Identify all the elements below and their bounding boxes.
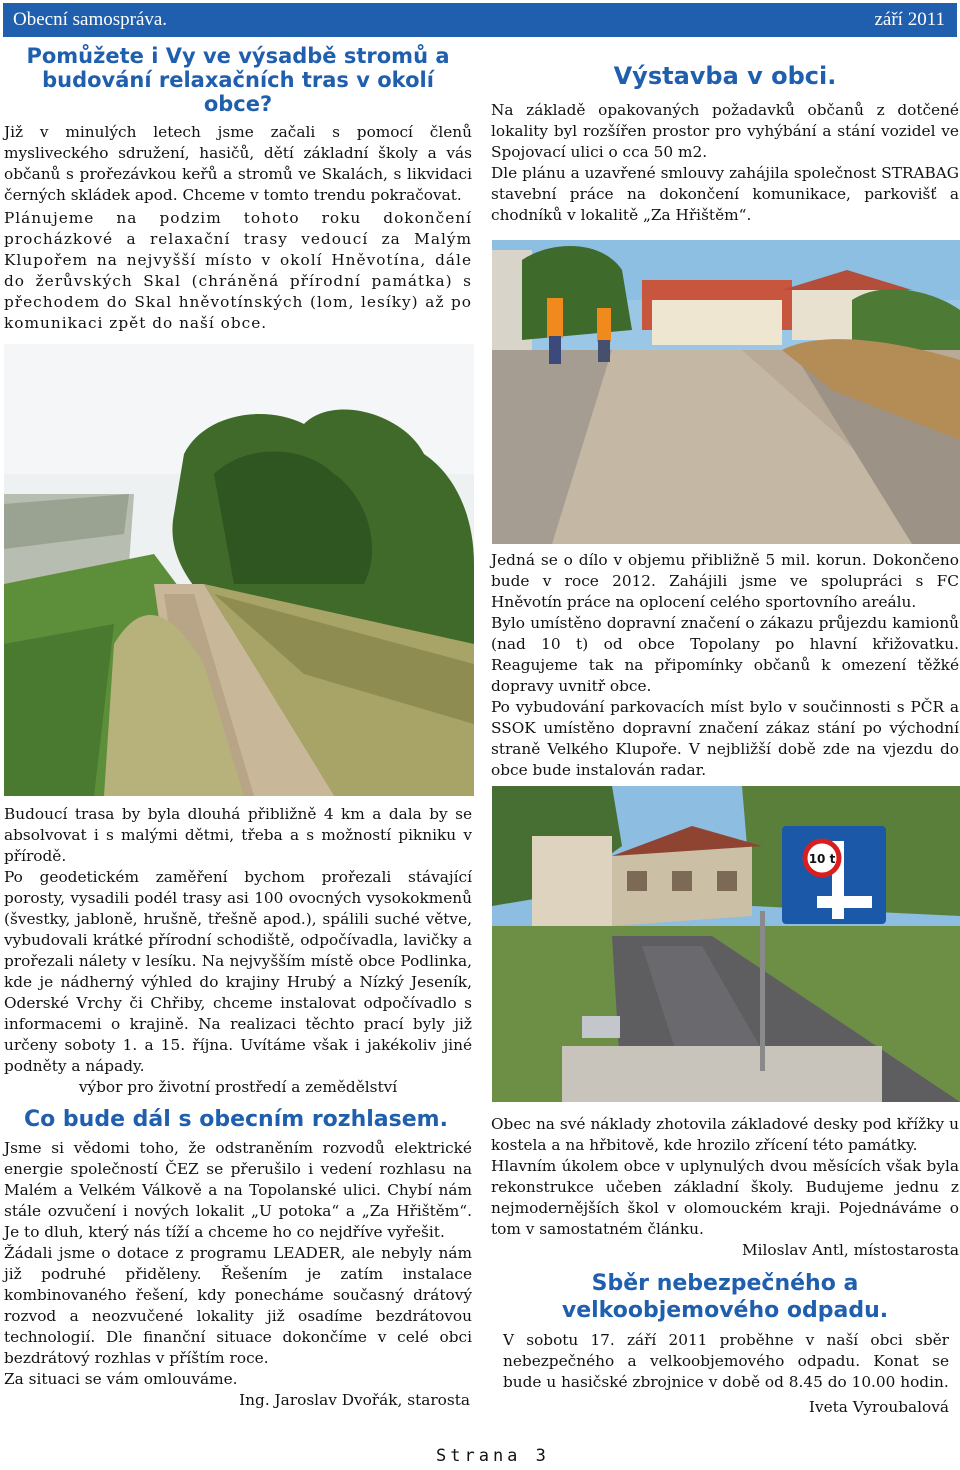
article-title: Výstavba v obci. — [613, 62, 837, 90]
issue-date: září 2011 — [874, 9, 945, 30]
article-construction — [491, 62, 959, 226]
article-tree-planting-continued — [4, 804, 472, 1098]
paragraph: Žádali jsme o dotace z programu LEADER, ale nebyly nám již podruhé přiděleny. Řešením je zatím instalace kombinovaného řešení, kdy ponecháme současný drátový rozvod a neozvučené lokality již osadíme bezdrátovou technologií. Dle finanční situace dokončíme v celé obci bezdrátový rozhlas v příštím roce. — [4, 1244, 472, 1367]
paragraph: Za situaci se vám omlouváme. — [4, 1370, 238, 1388]
paragraph: Po geodetickém zaměření bychom prořezali stávající porosty, vysadili podél trasy asi 100 ovocných vysokokmenů (švestky, jabloně, hrušně, třešně apod.), spálili suché větve, vybudovali krátké přírodní schodiště, odpočívadla, lavičky a prořezali nálety v lesíku. Na nejvyšším místě obce Podlinka, kde je nádherný výhled do krajiny Hrubý a Nízký Jeseník, Oderské Vrchy či Chřiby, chceme instalovat odpočívadlo s informacemi o krajině. Na realizaci těchto prací byly již určeny soboty 1. a 15. října. Uvítáme však i jakékoliv jiné podněty a nápady. — [4, 868, 472, 1075]
paragraph: Jedná se o dílo v objemu přibližně 5 mil. korun. Dokončeno bude v roce 2012. Zahájili jsme ve spolupráci s FC Hněvotín práce na oplocení celého sportovního areálu. — [491, 551, 959, 611]
signature: Iveta Vyroubalová — [808, 1398, 949, 1416]
article-tree-planting — [4, 44, 472, 334]
photo-road-construction — [492, 240, 960, 544]
page-number: Strana 3 — [436, 1446, 550, 1466]
article-title: Co bude dál s obecním rozhlasem. — [24, 1107, 448, 1132]
paragraph: Dle plánu a uzavřené smlouvy zahájila společnost STRABAG stavební práce na dokončení komunikace, parkovišť a chodníků v lokalitě „Za Hřištěm“. — [491, 164, 959, 224]
road-sign-weight-label: 10 t — [808, 852, 836, 866]
photo-street-road-sign — [492, 786, 960, 1102]
paragraph: Bylo umístěno dopravní značení o zákazu průjezdu kamionů (nad 10 t) od obce Topolany po hlavní křižovatku. Reagujeme tak na připomínky občanů k omezení těžké dopravy uvnitř obce. — [491, 614, 959, 695]
paragraph: Po vybudování parkovacích míst bylo v součinnosti s PČR a SSOK umístěno dopravní značení zákaz stání po východní straně Velkého Klupoře. V nejbližší době zde na vjezdu do obce bude instalován radar. — [491, 698, 959, 779]
paragraph: Budoucí trasa by byla dlouhá přibližně 4 km a dala by se absolvovat i s malými dětmi, třeba a s možností pikniku v přírodě. — [4, 805, 472, 865]
article-waste-collection — [491, 1270, 959, 1418]
article-construction-end — [491, 1114, 959, 1261]
article-title: Pomůžete i Vy ve výsadbě stromů a budování relaxačních tras v okolí obce? — [26, 44, 450, 116]
photo-rural-path — [4, 344, 474, 796]
paragraph: Na základě opakovaných požadavků občanů z dotčené lokality byl rozšířen prostor pro vyhýbání a stání vozidel ve Spojovací ulici o cca 50 m2. — [491, 101, 959, 161]
paragraph: V sobotu 17. září 2011 proběhne v naší obci sběr nebezpečného a velkoobjemového odpadu. Konat se bude u hasičské zbrojnice v době od 8.45 do 10.00 hodin. — [503, 1331, 949, 1391]
signature: Miloslav Antl, místostarosta — [741, 1241, 959, 1259]
article-construction-continued — [491, 550, 959, 781]
paragraph: Obec na své náklady zhotovila základové desky pod křížky u kostela a na hřbitově, kde hrozilo zřícení této památky. — [491, 1115, 959, 1154]
paragraph: Plánujeme na podzim tohoto roku dokončení procházkové a relaxační trasy vedoucí za Malým Klupořem na nejvyšší místo v okolí Hněvotína, dále do žerůvských Skal (chráněná přírodní památka) s přechodem do Skal hněvotínských (lom, lesíky) až po komunikaci zpět do naší obce. — [4, 209, 472, 332]
paragraph: Již v minulých letech jsme začali s pomocí členů mysliveckého sdružení, hasičů, dětí základní školy a vás občanů s prořezávkou keřů a stromů ve Skalách, s likvidaci černých skládek apod. Chceme v tomto trendu pokračovat. — [4, 123, 472, 204]
article-title: Sběr nebezpečného a velkoobjemového odpadu. — [561, 1271, 889, 1323]
signature: výbor pro životní prostředí a zemědělství — [78, 1078, 398, 1096]
paragraph: Jsme si vědomi toho, že odstraněním rozvodů elektrické energie společností ČEZ se přerušilo i vedení rozhlasu na Malém a Velkém Válkově a na Topolanské ulici. Chybí nám stále ozvučení i nových lokalit „U potoka“ a „Za Hřištěm“. Je to dluh, který nás tíží a chceme ho co nejdříve vyřešit. — [4, 1139, 472, 1241]
signature: Ing. Jaroslav Dvořák, starosta — [239, 1391, 470, 1409]
header-bar — [3, 3, 957, 37]
article-radio — [4, 1106, 472, 1411]
section-title: Obecní samospráva. — [13, 9, 168, 30]
paragraph: Hlavním úkolem obce v uplynulých dvou měsících však byla rekonstrukce učeben základní školy. Budujeme jednu z nejmodernějších škol v olomouckém kraji. Pojednáváme o tom v samostatném článku. — [491, 1157, 959, 1238]
